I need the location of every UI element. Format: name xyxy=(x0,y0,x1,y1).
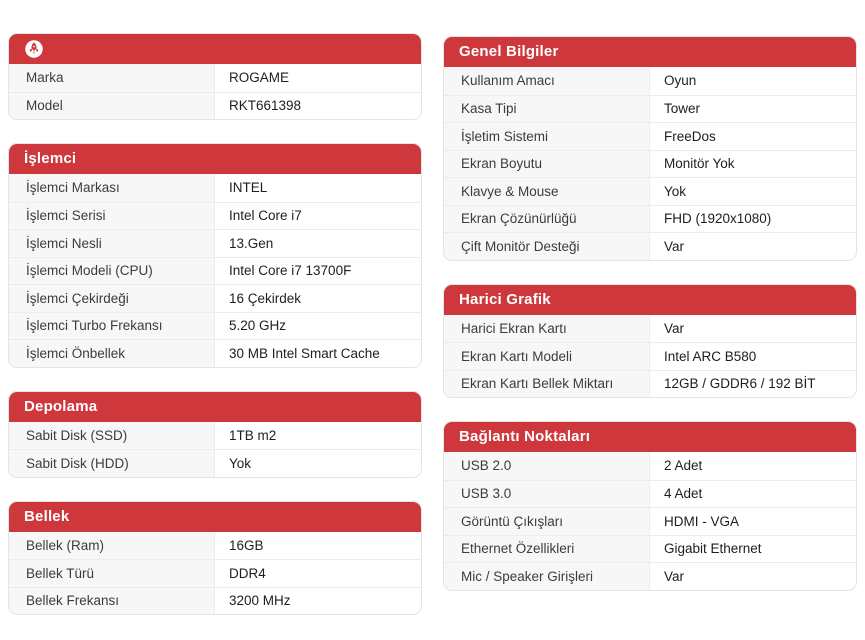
spec-value: 2 Adet xyxy=(664,458,703,474)
section-body xyxy=(9,532,421,615)
spec-label: Kullanım Amacı xyxy=(444,67,650,95)
spec-row xyxy=(444,507,856,535)
spec-value: Intel ARC B580 xyxy=(664,348,757,364)
spec-value: 5.20 GHz xyxy=(229,318,287,334)
spec-label: Mic / Speaker Girişleri xyxy=(444,563,650,590)
spec-value: Intel Core i7 13700F xyxy=(229,263,352,279)
section-header-baglanti-noktalari xyxy=(443,421,857,452)
spec-label: Çift Monitör Desteği xyxy=(444,233,650,260)
spec-row xyxy=(444,122,856,150)
spec-row xyxy=(444,452,856,480)
section-header-harici-grafik xyxy=(443,284,857,315)
spec-label: Model xyxy=(9,93,215,120)
spec-label: Klavye & Mouse xyxy=(444,178,650,205)
spec-value: Var xyxy=(664,568,685,584)
spec-label: Ekran Kartı Bellek Miktarı xyxy=(444,371,650,398)
spec-value: Monitör Yok xyxy=(664,156,735,172)
section-body xyxy=(444,315,856,398)
spec-row xyxy=(9,312,421,340)
spec-value: Intel Core i7 xyxy=(229,208,302,224)
spec-label: Harici Ekran Kartı xyxy=(444,315,650,343)
section-title: Harici Grafik xyxy=(459,290,551,308)
spec-value: Oyun xyxy=(664,73,697,89)
spec-value: Gigabit Ethernet xyxy=(664,541,762,557)
spec-row xyxy=(9,422,421,450)
section-title: İşlemci xyxy=(24,150,77,167)
spec-row xyxy=(9,174,421,202)
spec-row xyxy=(444,342,856,370)
spec-label: Marka xyxy=(9,64,215,92)
spec-label: Ekran Kartı Modeli xyxy=(444,343,650,370)
spec-row xyxy=(9,92,421,120)
section-body xyxy=(9,422,421,477)
spec-label: İşlemci Turbo Frekansı xyxy=(9,313,215,340)
spec-value: HDMI - VGA xyxy=(664,513,740,529)
spec-value: 4 Adet xyxy=(664,486,703,502)
spec-label: Görüntü Çıkışları xyxy=(444,508,650,535)
spec-value: Yok xyxy=(229,455,252,471)
section-card-brand xyxy=(8,33,422,120)
spec-row xyxy=(444,67,856,95)
spec-row xyxy=(9,202,421,230)
section-body xyxy=(9,64,421,119)
spec-label: Sabit Disk (SSD) xyxy=(9,422,215,450)
section-title: Genel Bilgiler xyxy=(459,43,559,60)
spec-row xyxy=(9,64,421,92)
spec-label: İşlemci Çekirdeği xyxy=(9,285,215,312)
spec-label: İşlemci Serisi xyxy=(9,203,215,230)
spec-label: Bellek (Ram) xyxy=(9,532,215,560)
section-header-genel-bilgiler xyxy=(443,36,857,67)
column-left xyxy=(8,33,422,615)
section-header-depolama xyxy=(8,391,422,422)
spec-row xyxy=(9,257,421,285)
section-header-islemci xyxy=(8,143,422,174)
section-header-brand xyxy=(8,33,422,64)
section-body xyxy=(444,452,856,590)
spec-value: FHD (1920x1080) xyxy=(664,211,772,227)
spec-label: Ethernet Özellikleri xyxy=(444,536,650,563)
spec-label: Ekran Çözünürlüğü xyxy=(444,206,650,233)
spec-value: Tower xyxy=(664,101,701,117)
spec-row xyxy=(444,370,856,398)
spec-row xyxy=(444,480,856,508)
spec-label: Bellek Türü xyxy=(9,560,215,587)
spec-value: Yok xyxy=(664,183,687,199)
section-title: Bellek xyxy=(24,507,70,525)
spec-row xyxy=(444,177,856,205)
section-card-baglanti-noktalari xyxy=(443,421,857,591)
spec-value: 3200 MHz xyxy=(229,593,291,609)
spec-row xyxy=(444,562,856,590)
spec-value: ROGAME xyxy=(229,70,290,86)
spec-label: İşlemci Önbellek xyxy=(9,340,215,367)
spec-row xyxy=(444,232,856,260)
section-body xyxy=(9,174,421,367)
section-card-genel-bilgiler xyxy=(443,36,857,261)
spec-label: İşlemci Modeli (CPU) xyxy=(9,258,215,285)
section-card-bellek xyxy=(8,501,422,616)
spec-row xyxy=(444,535,856,563)
spec-label: İşletim Sistemi xyxy=(444,123,650,150)
spec-value: Var xyxy=(664,238,685,254)
spec-label: Sabit Disk (HDD) xyxy=(9,450,215,477)
spec-label: İşlemci Markası xyxy=(9,174,215,202)
spec-row xyxy=(9,532,421,560)
column-right xyxy=(443,36,857,615)
spec-row xyxy=(9,229,421,257)
rocket-icon xyxy=(24,39,44,59)
spec-row xyxy=(444,315,856,343)
spec-value: Var xyxy=(664,320,685,336)
spec-row xyxy=(9,559,421,587)
spec-value: DDR4 xyxy=(229,565,266,581)
spec-row xyxy=(9,339,421,367)
spec-value: FreeDos xyxy=(664,128,716,144)
spec-value: RKT661398 xyxy=(229,98,302,114)
section-title: Depolama xyxy=(24,397,98,415)
spec-value: 16GB xyxy=(229,537,264,553)
spec-value: INTEL xyxy=(229,180,268,196)
spec-value: 30 MB Intel Smart Cache xyxy=(229,345,380,361)
section-title: Bağlantı Noktaları xyxy=(459,428,591,445)
spec-label: İşlemci Nesli xyxy=(9,230,215,257)
spec-label: Bellek Frekansı xyxy=(9,588,215,615)
section-card-harici-grafik xyxy=(443,284,857,399)
spec-label: Kasa Tipi xyxy=(444,96,650,123)
spec-value: 1TB m2 xyxy=(229,427,277,443)
spec-row xyxy=(444,150,856,178)
spec-label: USB 2.0 xyxy=(444,452,650,480)
spec-row xyxy=(9,449,421,477)
spec-value: 12GB / GDDR6 / 192 BİT xyxy=(664,376,816,392)
spec-label: Ekran Boyutu xyxy=(444,151,650,178)
section-card-depolama xyxy=(8,391,422,478)
section-header-bellek xyxy=(8,501,422,532)
section-body xyxy=(444,67,856,260)
spec-value: 16 Çekirdek xyxy=(229,290,302,306)
spec-row xyxy=(9,587,421,615)
spec-row xyxy=(444,95,856,123)
spec-row xyxy=(444,205,856,233)
spec-value: 13.Gen xyxy=(229,235,274,251)
section-card-islemci xyxy=(8,143,422,368)
spec-row xyxy=(9,284,421,312)
spec-label: USB 3.0 xyxy=(444,481,650,508)
